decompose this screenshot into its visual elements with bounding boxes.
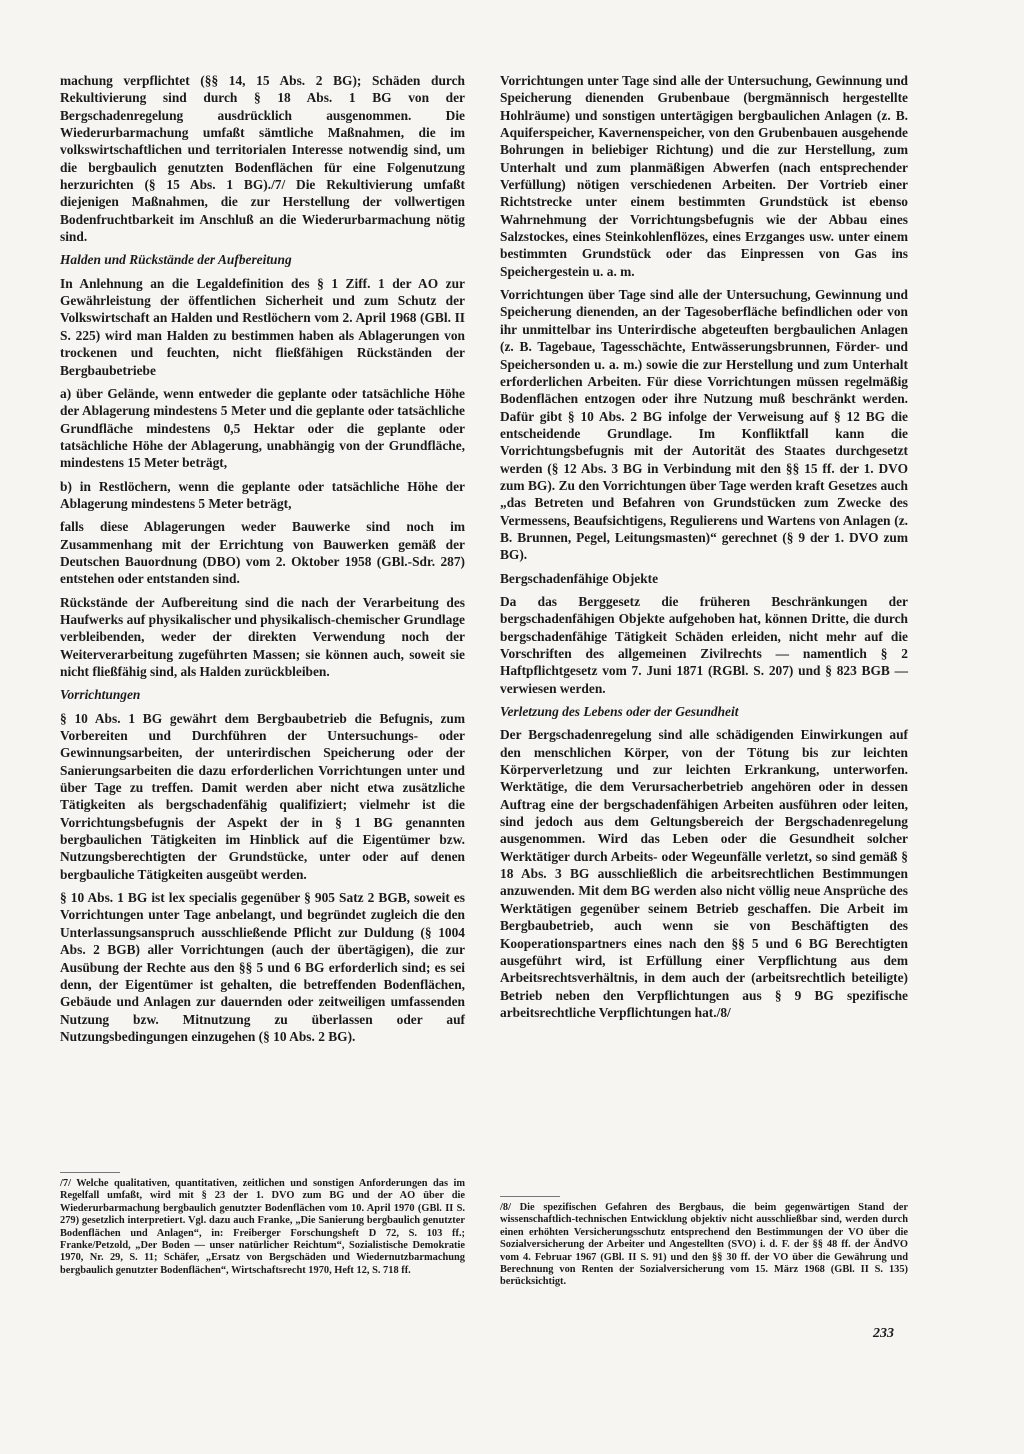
paragraph: Vorrichtungen unter Tage sind alle der Untersuchung, Gewinnung und Speicherung dienenden Grubenbaue (bergmännisch hergestellte Hohlräume) und sonstigen untertägigen bergbaulichen Anlagen (z. B. Aquiferspeicher, Kavernenspeicher, von den Grubenbauen ausgehende Bohrungen in beliebiger Richtung) und die zur Herstellung, zum Unterhalt und zum planmäßigen Abwerfen (nach entsprechender Verfüllung) nötigen verschiedenen Arbeiten. Der Vortrieb einer Richtstrecke unter einem bestimmten Grundstück ist ebenso Wahrnehmung der Vorrichtungsbefugnis wie der Abbau eines Salzstockes, eines Steinkohlenflözes, eines Erzganges usw. unter einem bestimmten Grundstück oder das Einpressen von Gas ins Speichergestein u. a. m.: [500, 73, 908, 279]
footnote-divider: [500, 1196, 560, 1197]
paragraph: b) in Restlöchern, wenn die geplante oder tatsächliche Höhe der Ablagerung mindestens 5 Meter beträgt,: [60, 478, 465, 511]
paragraph: a) über Gelände, wenn entweder die geplante oder tatsächliche Höhe der Ablagerung mindestens 5 Meter und die geplante oder tatsächliche Grundfläche mindestens 0,5 Hektar oder die geplante oder tatsächliche Höhe der Ablagerung, unabhängig von der Grundfläche, mindestens 15 Meter beträgt,: [60, 385, 465, 471]
paragraph: Vorrichtungen über Tage sind alle der Untersuchung, Gewinnung und Speicherung dienenden, an der Tagesoberfläche befindlichen oder von ihr unmittelbar ins Unterirdische abgeteuften bergbaulichen Anlagen (z. B. Tagebaue, Tagesschächte, Entwässerungsbrunnen, Förder- und Speichersonden u. a. m.) sowie die zur Herstellung und zum Unterhalt erforderlichen Arbeiten. Für diese Vorrichtungen müssen regelmäßig Bodenflächen entzogen oder ihre Nutzung muß beschränkt werden. Dafür gibt § 10 Abs. 2 BG infolge der Verweisung auf § 12 BG die entscheidende Grundlage. Im Konfliktfall kann die Vorrichtungsbefugnis mit der Autorität des Staates durchgesetzt werden (§ 12 Abs. 3 BG in Verbindung mit den §§ 15 ff. der 1. DVO zum BG). Zu den Vorrichtungen über Tage werden kraft Gesetzes auch „das Betreten und Befahren von Grundstücken zum Zwecke des Vermessens, Beaufsichtigens, Regulierens und Wartens von Anlagen (z. B. Brunnen, Pegel, Leitungsmasten)“ gerechnet (§ 9 der 1. DVO zum BG).: [500, 287, 908, 563]
paragraph: In Anlehnung an die Legaldefinition des § 1 Ziff. 1 der AO zur Gewährleistung der öffentlichen Sicherheit und zum Schutz der Volkswirtschaft an Halden und Restlöchern vom 2. April 1968 (GBl. II S. 225) wird man Halden zu bestimmen haben als Ablagerungen von trockenen und feuchten, nicht fließfähigen Rückständen der Bergbaubetriebe: [60, 275, 465, 378]
footnote-divider: [60, 1172, 120, 1173]
page-number: 233: [873, 1326, 894, 1341]
paragraph: falls diese Ablagerungen weder Bauwerke sind noch im Zusammenhang mit der Errichtung von Bauwerken gemäß der Deutschen Bauordnung (DBO) vom 2. Oktober 1958 (GBl.-Sdr. 287) entstehen oder entstanden sind.: [60, 519, 465, 587]
section-heading: Vorrichtungen: [60, 687, 141, 703]
paragraph: machung verpflichtet (§§ 14, 15 Abs. 2 BG); Schäden durch Rekultivierung sind durch § 18 Abs. 1 BG von der Bergschadenregelung ausdrücklich ausgenommen. Die Wiederurbarmachung umfaßt sämtliche Maßnahmen, die im volkswirtschaftlichen und territorialen Interesse notwendig sind, um die bergbaulich genutzten Bodenflächen für eine Folgenutzung herzurichten (§ 15 Abs. 1 BG)./7/ Die Rekultivierung umfaßt diejenigen Maßnahmen, die zur Herstellung der vollwertigen Bodenfruchtbarkeit im Anschluß an die Wiederurbarmachung nötig sind.: [60, 73, 465, 245]
left-column: [60, 72, 465, 1051]
paragraph: Da das Berggesetz die früheren Beschränkungen der bergschadenfähigen Objekte aufgehoben hat, können Dritte, die durch bergschadenfähige Tätigkeit Schäden erleiden, nicht mehr auf die Vorschriften des allgemeinen Zivilrechts — namentlich § 2 Haftpflichtgesetz vom 7. Juni 1871 (RGBl. S. 207) und § 823 BGB — verwiesen werden.: [500, 593, 908, 696]
section-heading: Halden und Rückstände der Aufbereitung: [60, 252, 292, 268]
section-heading: Bergschadenfähige Objekte: [500, 570, 659, 586]
right-column: [500, 72, 908, 1027]
footnote: /7/ Welche qualitativen, quantitativen, zeitlichen und sonstigen Anforderungen das im Regelfall umfaßt, wird mit § 23 der 1. DVO zum BG und der AO über die Wiederurbarmachung bergbaulich genutzter Bodenflächen vom 10. April 1970 (GBl. II S. 279) gesetzlich interpretiert. Vgl. dazu auch Franke, „Die Sanierung bergbaulich genutzter Bodenflächen und Anlagen“, in: Freiberger Forschungsheft D 72, S. 103 ff.; Franke/Petzold, „Der Boden — unser natürlicher Reichtum“, Sozialistische Demokratie 1970, Nr. 29, S. 11; Schäfer, „Ersatz von Bergschäden und Wiedernutzbarmachung bergbaulich genutzter Bodenflächen“, Wirtschaftsrecht 1970, Heft 12, S. 718 ff.: [60, 1178, 465, 1276]
paragraph: § 10 Abs. 1 BG gewährt dem Bergbaubetrieb die Befugnis, zum Vorbereiten und Durchführen der Untersuchungs- oder Gewinnungsarbeiten, der unterirdischen Speicherung oder der Sanierungsarbeiten die dazu erforderlichen Vorrichtungen unter und über Tage zu treffen. Damit werden aber nicht etwa zusätzliche Tätigkeiten als bergschadenfähig qualifiziert; vielmehr ist die Vorrichtungsbefugnis der Aspekt der in § 1 BG genannten bergbaulichen Tätigkeiten im Hinblick auf die Eigentümer bzw. Nutzungsberechtigten der Grundstücke, unter oder auf denen bergbauliche Tätigkeiten ausgeübt werden.: [60, 710, 465, 882]
paragraph: Rückstände der Aufbereitung sind die nach der Verarbeitung des Haufwerks auf physikalischer und physikalisch-chemischer Grundlage verbleibenden, weder der direkten Verwendung noch der Weiterverarbeitung zugeführten Massen; sie können auch, soweit sie nicht fließfähig sind, als Halden zurückbleiben.: [60, 594, 465, 679]
footnote: /8/ Die spezifischen Gefahren des Bergbaus, die beim gegenwärtigen Stand der wissenschaftlich-technischen Entwicklung objektiv nicht ausschließbar sind, werden durch einen erhöhten Versicherungsschutz entsprechend den Bestimmungen der VO über die Sozialversicherung der Arbeiter und Angestellten (SVO) i. d. F. der §§ 48 ff. der ÄndVO vom 4. Februar 1967 (GBl. II S. 91) und den §§ 30 ff. der VO über die Gewährung und Berechnung von Renten der Sozialversicherung vom 15. März 1968 (GBl. II S. 135) berücksichtigt.: [500, 1202, 908, 1288]
section-heading: Verletzung des Lebens oder der Gesundheit: [500, 704, 739, 720]
paragraph: § 10 Abs. 1 BG ist lex specialis gegenüber § 905 Satz 2 BGB, soweit es Vorrichtungen unter Tage anbelangt, und begründet zugleich die den Unterlassungsanspruch ausschließende Pflicht zur Duldung (§ 1004 Abs. 2 BGB) aller Vorrichtungen (auch der übertägigen), die zur Ausübung der Rechte aus den §§ 5 und 6 BG erforderlich sind; es sei denn, der Eigentümer ist gehalten, die betreffenden Bodenflächen, Gebäude und Anlagen zur dauernden oder zeitweiligen umfassenden Nutzung bzw. Mitnutzung zu überlassen oder auf Nutzungsbedingungen einzugehen (§ 10 Abs. 2 BG).: [60, 890, 465, 1044]
paragraph: Der Bergschadenregelung sind alle schädigenden Einwirkungen auf den menschlichen Körper, von der Tötung bis zur leichten Körperverletzung und zur leichten Erkrankung, unterworfen. Werktätige, die dem Verursacherbetrieb angehören oder in dessen Auftrag eine der bergschadenfähigen Arbeiten ausführen oder leiten, sind jedoch aus dem Geltungsbereich der Bergschadenregelung ausgenommen. Wird das Leben oder die Gesundheit solcher Werktätiger durch Arbeits- oder Wegeunfälle verletzt, so sind gemäß § 18 Abs. 3 BG ausschließlich die arbeitsrechtlichen Bestimmungen anzuwenden. Mit dem BG werden also nicht völlig neue Ansprüche des Werktätigen gegenüber seinem Betrieb geschaffen. Die Arbeit im Bergbaubetrieb, auch wenn sie von Beschäftigten des Kooperationspartners eines nach den §§ 5 und 6 BG Berechtigten ausgeführt wird, ist Erfüllung einer Verpflichtung aus dem Arbeitsrechtsverhältnis, in dem auch der (arbeitsrechtlich beteiligte) Betrieb neben den Verpflichtungen aus § 9 BG spezifische arbeitsrechtliche Verpflichtungen hat./8/: [500, 727, 908, 1020]
